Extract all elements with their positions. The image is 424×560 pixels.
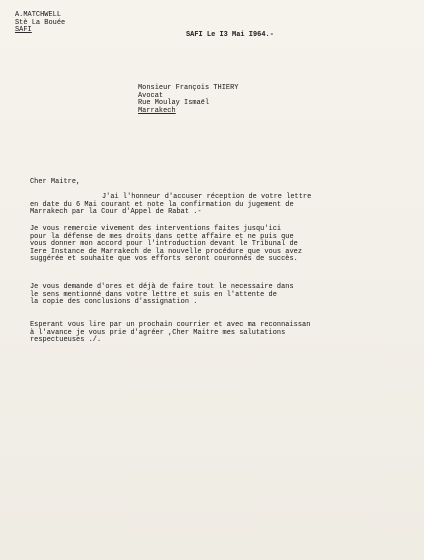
paragraph-line: en date du 6 Mai courant et note la confirmation du jugement de (30, 200, 294, 209)
body-paragraph-3 (30, 284, 410, 307)
body-paragraph-4 (30, 322, 410, 345)
paragraph-line: le sens mentionné dans votre lettre et suis en l'attente de (30, 290, 277, 299)
paragraph-line: la copie des conclusions d'assignation . (30, 298, 198, 307)
sender-street: Stè La Bouée (15, 18, 66, 27)
recipient-city: Marrakech (138, 106, 176, 115)
paragraph-line: Je vous remercie vivement des interventions faites jusqu'ici (30, 225, 282, 233)
paragraph-line: Esperant vous lire par un prochain courrier et avec ma reconnaissan (30, 321, 311, 329)
recipient-title: Avocat (138, 91, 164, 100)
recipient-address-block (138, 85, 238, 115)
paragraph-line: pour la défense de mes droits dans cette affaire et ne puis que (30, 232, 294, 241)
paragraph-line: J'ai l'honneur d'accuser réception de votre lettre (102, 193, 312, 201)
paragraph-line: Marrakech par la Cour d'Appel de Rabat .- (30, 208, 202, 217)
recipient-name: Monsieur François THIERY (138, 84, 239, 92)
salutation: Cher Maitre, (30, 178, 81, 186)
recipient-street: Rue Moulay Ismaël (138, 99, 210, 108)
paragraph-line: respectueuses ./. (30, 336, 102, 345)
paragraph-line: Iere Instance de Marrakech de la nouvelle procédure que vous avez (30, 247, 303, 256)
sender-name: A.MATCHWELL (15, 11, 62, 19)
date-line: SAFI Le I3 Mai I964.- (186, 31, 274, 39)
sender-address-block (15, 12, 65, 35)
paragraph-line: suggérée et souhaite que vos efforts seront couronnés de succès. (30, 255, 298, 264)
paragraph-line: Je vous demande d'ores et déjà de faire tout le necessaire dans (30, 283, 294, 291)
paragraph-line: vous donner mon accord pour l'introduction devant le Tribunal de (30, 240, 298, 249)
body-paragraph-2 (30, 226, 410, 264)
sender-city: SAFI (15, 26, 32, 35)
paragraph-line: à l'avance je vous prie d'agréer ,Cher Maitre mes salutations (30, 328, 286, 337)
body-paragraph-1 (30, 194, 410, 217)
